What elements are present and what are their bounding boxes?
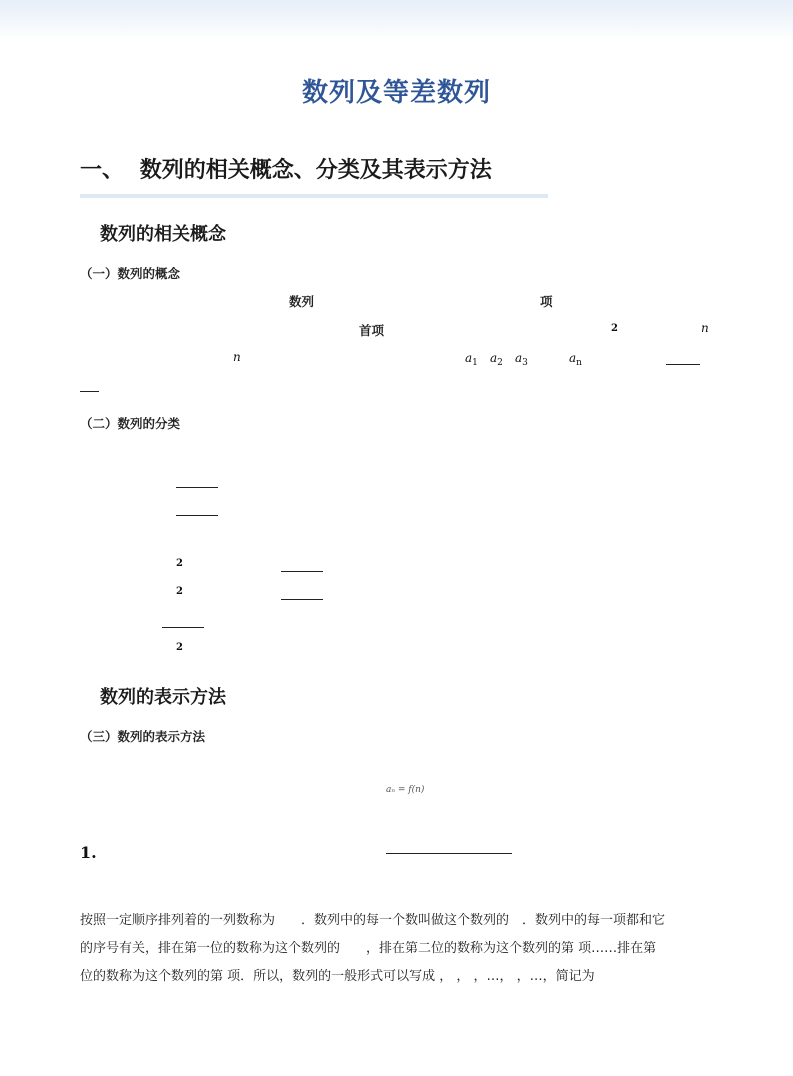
- answer-blank: [281, 571, 323, 572]
- section-heading-underline: [80, 194, 548, 198]
- section-number: 一、: [80, 158, 125, 183]
- answer-blank: [281, 599, 323, 600]
- item-number: 1.: [80, 843, 97, 862]
- answer-blank: [386, 853, 512, 854]
- answer-blank: [666, 364, 700, 365]
- paragraph-line-3: 位的数称为这个数列的第 项．所以，数列的一般形式可以写成 ， ， ，…， ，…，简记为: [80, 969, 595, 984]
- section-title: 数列的相关概念、分类及其表示方法: [139, 158, 492, 183]
- answer-blank: [162, 627, 204, 628]
- answer-blank: [176, 515, 218, 516]
- paragraph-line-1: 按照一定顺序排列着的一列数称为 ．数列中的每一个数叫做这个数列的 ．数列中的每一项都和它: [80, 913, 666, 928]
- math-n: n: [233, 350, 241, 364]
- math-n: n: [701, 321, 709, 335]
- representation-heading: 数列的表示方法: [100, 687, 226, 708]
- number-2: 2: [176, 642, 183, 653]
- number-2: 2: [176, 558, 183, 569]
- document-title: 数列及等差数列: [301, 78, 491, 108]
- representation-subheading: （三）数列的表示方法: [80, 729, 206, 744]
- concept-subheading: （一）数列的概念: [80, 266, 181, 281]
- math-a3: $a_3$: [515, 351, 528, 368]
- answer-blank: [80, 391, 99, 392]
- term-shulie: 数列: [289, 294, 315, 309]
- header-band: [0, 0, 793, 40]
- term-xiang: 项: [540, 294, 553, 309]
- math-a1: $a_1$: [465, 351, 478, 368]
- math-an: $a_n$: [569, 351, 582, 368]
- concept-heading: 数列的相关概念: [100, 224, 226, 245]
- paragraph-line-2: 的序号有关，排在第一位的数称为这个数列的 ，排在第二位的数称为这个数列的第 项……排在第: [80, 941, 657, 956]
- answer-blank: [176, 487, 218, 488]
- section-heading-1: [80, 153, 492, 184]
- math-a2: $a_2$: [490, 351, 503, 368]
- number-2: 2: [611, 323, 618, 334]
- classification-subheading: （二）数列的分类: [80, 416, 181, 431]
- term-shouxiang: 首项: [359, 323, 385, 338]
- number-2: 2: [176, 586, 183, 597]
- general-term-formula: aₙ = f(n): [386, 785, 425, 795]
